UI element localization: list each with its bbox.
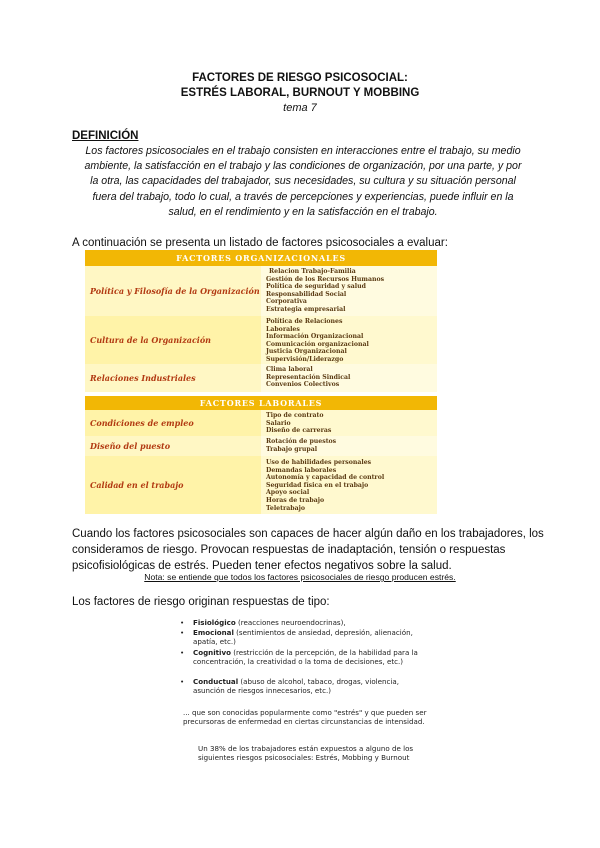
- response-text: (restricción de la percepción, de la habilidad para la concentración, la creatividad o la toma de decisiones, etc.): [193, 648, 418, 666]
- response-label: Cognitivo: [193, 648, 231, 657]
- table-items: [261, 316, 437, 364]
- response-text: (sentimientos de ansiedad, depresión, alienación, apatía, etc.): [193, 628, 413, 646]
- response-text: (abuso de alcohol, tabaco, drogas, violencia, asunción de riesgos innecesarios, etc.): [193, 677, 399, 695]
- document-title-line2: ESTRÉS LABORAL, BURNOUT Y MOBBING: [180, 87, 420, 99]
- response-label: Fisiológico: [193, 618, 236, 627]
- list-item: [180, 677, 425, 695]
- table-row: [85, 266, 437, 317]
- bullet-icon: •: [180, 677, 185, 686]
- list-item: [180, 628, 425, 646]
- list-item: [180, 618, 425, 627]
- table-category: Política y Filosofía de la Organización: [85, 266, 261, 316]
- table-item: Justicia Organizacional: [266, 348, 347, 356]
- table-item: Uso de habilidades personales: [266, 459, 372, 466]
- responses-intro: Los factores de riesgo originan respuestas de tipo:: [72, 596, 330, 608]
- table-item: Horas de trabajo: [266, 496, 325, 504]
- table-item: Comunicación organizacional: [266, 340, 369, 348]
- table-item: Política de seguridad y salud: [266, 283, 366, 291]
- table-item: Tipo de contrato: [266, 412, 324, 419]
- definition-heading: DEFINICIÓN: [72, 130, 139, 142]
- table-item: Clima laboral: [266, 366, 313, 373]
- table-category: Condiciones de empleo: [85, 410, 261, 436]
- bullet-icon: •: [180, 648, 185, 657]
- risk-paragraph-line3: psicofisiológicas de estrés. Pueden tener efectos negativos sobre la salud.: [72, 560, 452, 572]
- table-item: Corporativa: [266, 298, 307, 306]
- table-item: Autonomía y capacidad de control: [266, 474, 385, 482]
- conclusion-text: ... que son conocidas popularmente como "estrés" y que pueden ser precursoras de enfermedad en ciertas circunstancias de intensidad.: [183, 708, 427, 727]
- table-item: Relacion Trabajo-Familia: [269, 268, 356, 275]
- table-items: [261, 410, 437, 436]
- factors-table: [85, 250, 437, 514]
- stress-note: Nota: se entiende que todos los factores psicosociales de riesgo producen estrés.: [144, 572, 456, 582]
- table-item: Supervisión/Liderazgo: [266, 355, 344, 363]
- table-row: [85, 456, 437, 515]
- table-items: [261, 456, 437, 514]
- statistic-text: Un 38% de los trabajadores están expuestos a alguno de los siguientes riesgos psicosociales: Estrés, Mobbing y Burnout: [198, 744, 414, 763]
- table-item: Gestión de los Recursos Humanos: [266, 275, 385, 283]
- table-item: Laborales: [266, 325, 300, 333]
- bullet-icon: •: [180, 628, 185, 637]
- table-item: Representación Sindical: [266, 373, 351, 381]
- table-item: Rotación de puestos: [266, 438, 337, 445]
- table-item: Diseño de carreras: [266, 427, 332, 435]
- org-factors-header: FACTORES ORGANIZACIONALES: [85, 250, 437, 266]
- table-row: [85, 364, 437, 393]
- labor-factors-header: FACTORES LABORALES: [85, 396, 437, 410]
- table-item: Política de Relaciones: [266, 318, 343, 325]
- table-category: Relaciones Industriales: [85, 364, 261, 392]
- table-item: Teletrabajo: [266, 504, 305, 512]
- document-title-line1: FACTORES DE RIESGO PSICOSOCIAL:: [192, 72, 408, 84]
- table-category: Cultura de la Organización: [85, 316, 261, 364]
- response-label: Conductual: [193, 677, 239, 686]
- table-item: Apoyo social: [266, 489, 310, 497]
- table-items: [261, 266, 437, 316]
- table-row: [85, 410, 437, 437]
- table-row: [85, 316, 437, 365]
- table-item: Seguridad física en el trabajo: [266, 481, 369, 489]
- table-item: Responsabilidad Social: [266, 290, 347, 298]
- bullet-icon: •: [180, 618, 185, 627]
- table-item: Trabajo grupal: [266, 445, 318, 453]
- list-item: [180, 648, 425, 666]
- table-items: [261, 364, 437, 392]
- table-items: [261, 436, 437, 456]
- table-item: Información Organizacional: [266, 333, 364, 341]
- table-category: Calidad en el trabajo: [85, 456, 261, 514]
- table-row: [85, 436, 437, 457]
- table-item: Estrategia empresarial: [266, 305, 346, 313]
- document-subtitle: tema 7: [283, 102, 317, 114]
- response-label: Emocional: [193, 628, 234, 637]
- risk-paragraph-line1: Cuando los factores psicosociales son capaces de hacer algún daño en los trabajadores, los: [72, 528, 544, 540]
- intro-text: A continuación se presenta un listado de factores psicosociales a evaluar:: [72, 237, 448, 249]
- table-item: Salario: [266, 419, 291, 427]
- table-item: Convenios Colectivos: [266, 381, 340, 389]
- table-category: Diseño del puesto: [85, 436, 261, 456]
- table-item: Demandas laborales: [266, 466, 337, 474]
- risk-paragraph-line2: consideramos de riesgo. Provocan respuestas de inadaptación, tensión o respuestas: [72, 544, 506, 556]
- definition-text: Los factores psicosociales en el trabajo consisten en interacciones entre el trabajo, su medio ambiente, la satisfacción en el trabajo y las condiciones de organización, por una parte, y por la otra, las capacidades del trabajador, sus necesidades, su cultura y su situación personal fuera del trabajo, todo lo cual, a través de percepciones y experiencias, puede influir en la salud, en el rendimiento y en la satisfacción en el trabajo.: [84, 145, 522, 218]
- response-text: (reacciones neuroendocrinas),: [235, 618, 346, 627]
